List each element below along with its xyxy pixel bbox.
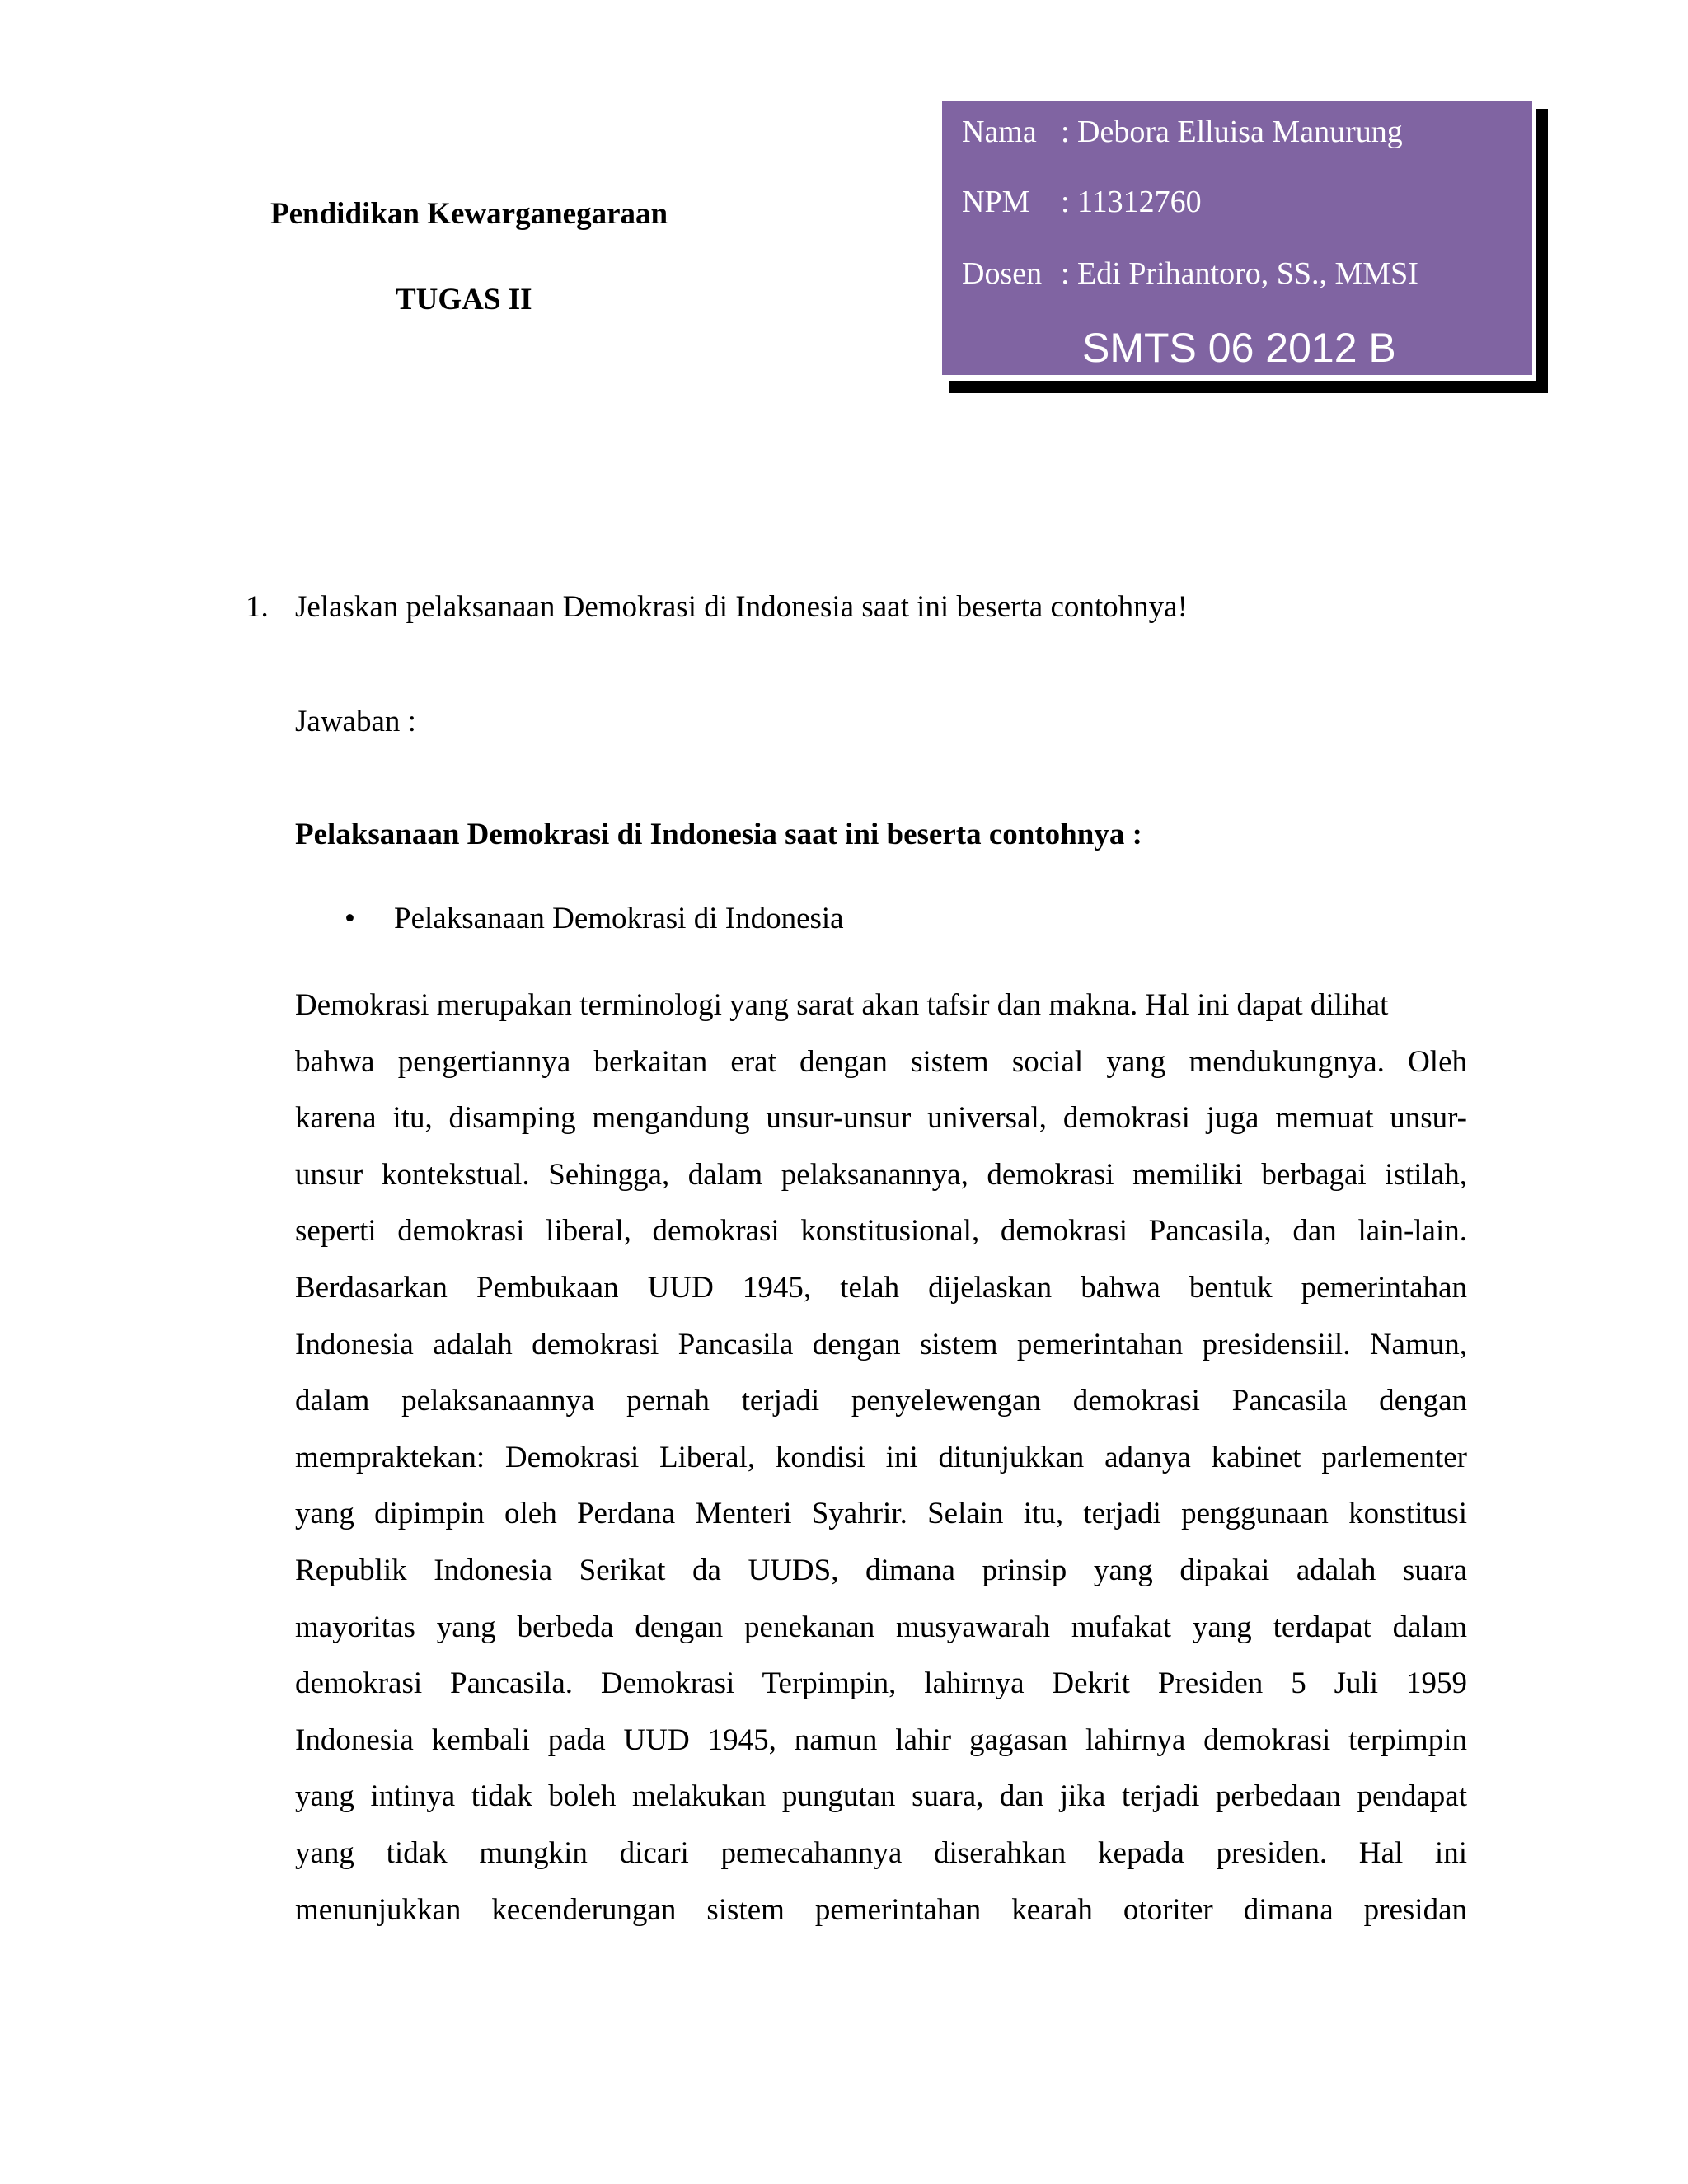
info-row-dosen [962, 255, 1418, 292]
paragraph-line: mempraktekan: Demokrasi Liberal, kondisi ini ditunjukkan adanya kabinet parlementer [295, 1440, 1467, 1474]
info-value-name: : Debora Elluisa Manurung [1061, 115, 1403, 149]
question-text: Jelaskan pelaksanaan Demokrasi di Indonesia saat ini beserta contohnya! [295, 590, 1188, 624]
info-label-dosen: Dosen [962, 256, 1043, 291]
paragraph-line: yang dipimpin oleh Perdana Menteri Syahrir. Selain itu, terjadi penggunaan konstitusi [295, 1497, 1467, 1531]
paragraph-line: mayoritas yang berbeda dengan penekanan musyawarah mufakat yang terdapat dalam [295, 1610, 1467, 1644]
bullet-symbol: • [345, 902, 355, 935]
paragraph-line: Berdasarkan Pembukaan UUD 1945, telah dijelaskan bahwa bentuk pemerintahan [295, 1270, 1467, 1305]
paragraph-line: Indonesia adalah demokrasi Pancasila dengan sistem pemerintahan presidensiil. Namun, [295, 1327, 1467, 1361]
paragraph-line: menunjukkan kecenderungan sistem pemerintahan kearah otoriter dimana presidan [295, 1892, 1467, 1927]
bullet-text: Pelaksanaan Demokrasi di Indonesia [394, 902, 844, 935]
paragraph-line: bahwa pengertiannya berkaitan erat dengan sistem social yang mendukungnya. Oleh [295, 1044, 1467, 1079]
info-row-name [962, 114, 1403, 150]
course-title: Pendidikan Kewarganegaraan [270, 197, 668, 231]
paragraph-line: yang intinya tidak boleh melakukan pungutan suara, dan jika terjadi perbedaan pendapat [295, 1779, 1467, 1814]
task-title: TUGAS II [396, 283, 532, 316]
info-label-name: Nama [962, 115, 1037, 149]
answer-label: Jawaban : [295, 705, 416, 738]
info-label-npm: NPM [962, 185, 1030, 219]
paragraph-line: seperti demokrasi liberal, demokrasi konstitusional, demokrasi Pancasila, dan lain-lain. [295, 1214, 1467, 1249]
paragraph-line: Republik Indonesia Serikat da UUDS, dimana prinsip yang dipakai adalah suara [295, 1553, 1467, 1587]
paragraph-line: karena itu, disamping mengandung unsur-unsur universal, demokrasi juga memuat unsur- [295, 1101, 1467, 1136]
semester-code: SMTS 06 2012 B [1082, 325, 1396, 371]
question-number: 1. [246, 590, 269, 624]
info-value-dosen: : Edi Prihantoro, SS., MMSI [1061, 256, 1418, 291]
answer-paragraph [295, 986, 1467, 1947]
paragraph-line: unsur kontekstual. Sehingga, dalam pelaksanannya, demokrasi memiliki berbagai istilah, [295, 1157, 1467, 1192]
paragraph-line: demokrasi Pancasila. Demokrasi Terpimpin, lahirnya Dekrit Presiden 5 Juli 1959 [295, 1666, 1467, 1701]
paragraph-line: Demokrasi merupakan terminologi yang sarat akan tafsir dan makna. Hal ini dapat dilihat [295, 988, 1389, 1022]
paragraph-line: yang tidak mungkin dicari pemecahannya diserahkan kepada presiden. Hal ini [295, 1835, 1467, 1870]
info-value-npm: : 11312760 [1061, 185, 1202, 219]
paragraph-line: Indonesia kembali pada UUD 1945, namun lahir gagasan lahirnya demokrasi terpimpin [295, 1722, 1467, 1757]
section-heading: Pelaksanaan Demokrasi di Indonesia saat ini beserta contohnya : [295, 818, 1142, 851]
paragraph-line: dalam pelaksanaannya pernah terjadi penyelewengan demokrasi Pancasila dengan [295, 1384, 1467, 1418]
info-row-npm [962, 184, 1202, 220]
student-info-panel [942, 101, 1532, 375]
